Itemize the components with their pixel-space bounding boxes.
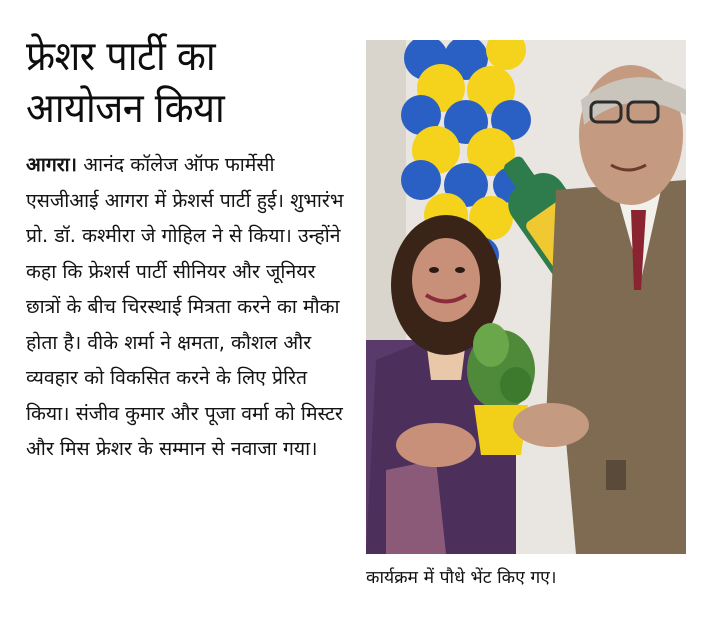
headline (26, 30, 320, 134)
article-body-text: आनंद कॉलेज ऑफ फार्मेसी एसजीआई आगरा में फ्रेशर्स पार्टी हुई। शुभारंभ प्रो. डॉ. कश्मीरा जे गोहिल ने से किया। उन्होंने कहा कि फ्रेशर्स पार्टी सीनियर और जूनियर छात्रों के बीच चिरस्थाई मित्रता करने का मौका होता है। वीके शर्मा ने क्षमता, कौशल और व्यवहार को विकसित करने के लिए प्रेरित किया। संजीव कुमार और पूजा वर्मा को मिस्टर और मिस फ्रेशर के सम्मान से नवाजा गया। (26, 153, 344, 460)
article-body (26, 147, 348, 467)
headline-line-2: आयोजन किया (26, 84, 225, 132)
headline-line-1: फ्रेशर पार्टी का (26, 32, 216, 80)
news-photo (366, 40, 686, 554)
dateline: आगरा। (26, 153, 78, 176)
photo-caption: कार्यक्रम में पौधे भेंट किए गए। (366, 568, 557, 588)
